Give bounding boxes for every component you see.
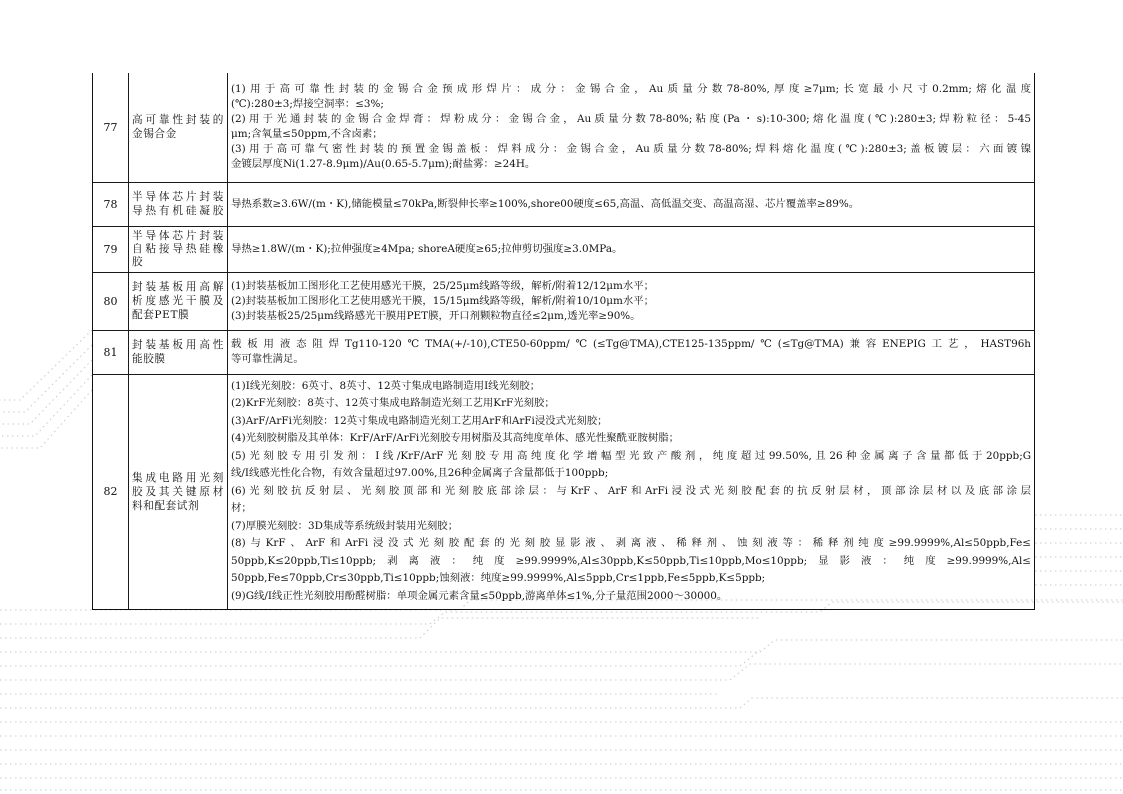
- material-name: 半导体芯片封装 导热有机硅凝胶: [129, 182, 228, 226]
- material-name: 封装基板用高解 析度感光干膜及 配套PET膜: [129, 272, 228, 330]
- material-name: 封装基板用高性 能胶膜: [129, 330, 228, 374]
- specification: 导热≥1.8W/(m・K);拉伸强度≥4Mpa; shoreA硬度≥65;拉伸剪切强度≥3.0MPa。: [228, 226, 1035, 272]
- table-row: [93, 272, 1035, 330]
- specification: (1)用于高可靠性封装的金锡合金预成形焊片：成分：金锡合金，Au质量分数78-80%,厚度≥7μm;长宽最小尺寸0.2mm;熔化温度 (℃):280±3;焊接空洞率：≤3%; (2)用于光通封装的金锡合金焊膏：焊粉成分：金锡合金，Au质量分数78-80%;粘度(Pa・s):10-300;熔化温度(℃):280±3;焊粉粒径：5-45 μm;含氧量≤50ppm,不含卤素； (3)用于高可靠气密性封装的预置金锡盖板：焊料成分：金锡合金，Au质量分数78-80%;焊料熔化温度(℃):280±3;盖板镀层：六面镀镍 金镀层厚度Ni(1.27-8.9μm)/Au(0.65-5.7μm);耐盐雾：≥24H。: [228, 73, 1035, 182]
- material-name: 集成电路用光刻 胶及其关键原材 料和配套试剂: [129, 374, 228, 609]
- row-number: 78: [93, 182, 129, 226]
- table-row: [93, 330, 1035, 374]
- specification: 载板用液态阻焊Tg110-120℃TMA(+/-10),CTE50-60ppm/℃(≤Tg@TMA),CTE125-135ppm/℃(≤Tg@TMA)兼容ENEPIG工艺，HAST96h 等可靠性满足。: [228, 330, 1035, 374]
- row-number: 77: [93, 73, 129, 182]
- spec-table: [92, 73, 1035, 610]
- material-name: 半导体芯片封装 自粘接导热硅橡 胶: [129, 226, 228, 272]
- row-number: 81: [93, 330, 129, 374]
- specification: 导热系数≥3.6W/(m・K),储能模量≤70kPa,断裂伸长率≥100%,shore00硬度≤65,高温、高低温交变、高温高湿、芯片覆盖率≥89%。: [228, 182, 1035, 226]
- row-number: 82: [93, 374, 129, 609]
- specification: (1)封装基板加工图形化工艺使用感光干膜，25/25μm线路等级，解析/附着12/12μm水平； (2)封装基板加工图形化工艺使用感光干膜，15/15μm线路等级，解析/附着10/10μm水平； (3)封装基板25/25μm线路感光干膜用PET膜，开口剂颗粒物直径≤2μm,透光率≥90%。: [228, 272, 1035, 330]
- row-number: 80: [93, 272, 129, 330]
- specification: (1)I线光刻胶：6英寸、8英寸、12英寸集成电路制造用I线光刻胶； (2)KrF光刻胶：8英寸、12英寸集成电路制造光刻工艺用KrF光刻胶； (3)ArF/ArFi光刻胶：12英寸集成电路制造光刻工艺用ArF和ArFi浸没式光刻胶； (4)光刻胶树脂及其单体：KrF/ArF/ArFi光刻胶专用树脂及其高纯度单体、感光性聚酰亚胺树脂； (5)光刻胶专用引发剂：I线/KrF/ArF光刻胶专用高纯度化学增幅型光致产酸剂，纯度超过99.50%,且26种金属离子含量都低于20ppb;G 线/I线感光性化合物，有效含量超过97.00%,且26种金属离子含量都低于100ppb; (6)光刻胶抗反射层、光刻胶顶部和光刻胶底部涂层：与KrF、ArF和ArFi浸没式光刻胶配套的抗反射层材，顶部涂层材以及底部涂层 材； (7)厚膜光刻胶：3D集成等系统级封装用光刻胶； (8)与KrF、ArF和ArFi浸没式光刻胶配套的光刻胶显影液、剥离液、稀释剂、蚀刻液等：稀释剂纯度≥99.9999%,Al≤50ppb,Fe≤ 50ppb,K≤20ppb,Ti≤10ppb;剥离液：纯度≥99.9999%,Al≤30ppb,K≤50ppb,Ti≤10ppb,Mo≤10ppb;显影液：纯度≥99.9999%,Al≤ 50ppb,Fe≤70ppb,Cr≤30ppb,Ti≤10ppb;蚀刻液：纯度≥99.9999%,Al≤5ppb,Cr≤1ppb,Fe≤5ppb,K≤5ppb; (9)G线/I线正性光刻胶用酚醛树脂：单项金属元素含量≤50ppb,游离单体≤1%,分子量范围2000～30000。: [228, 374, 1035, 609]
- table-row: [93, 73, 1035, 182]
- row-number: 79: [93, 226, 129, 272]
- table-row: [93, 226, 1035, 272]
- table-row: [93, 374, 1035, 609]
- table-row: [93, 182, 1035, 226]
- material-name: 高可靠性封装的 金锡合金: [129, 73, 228, 182]
